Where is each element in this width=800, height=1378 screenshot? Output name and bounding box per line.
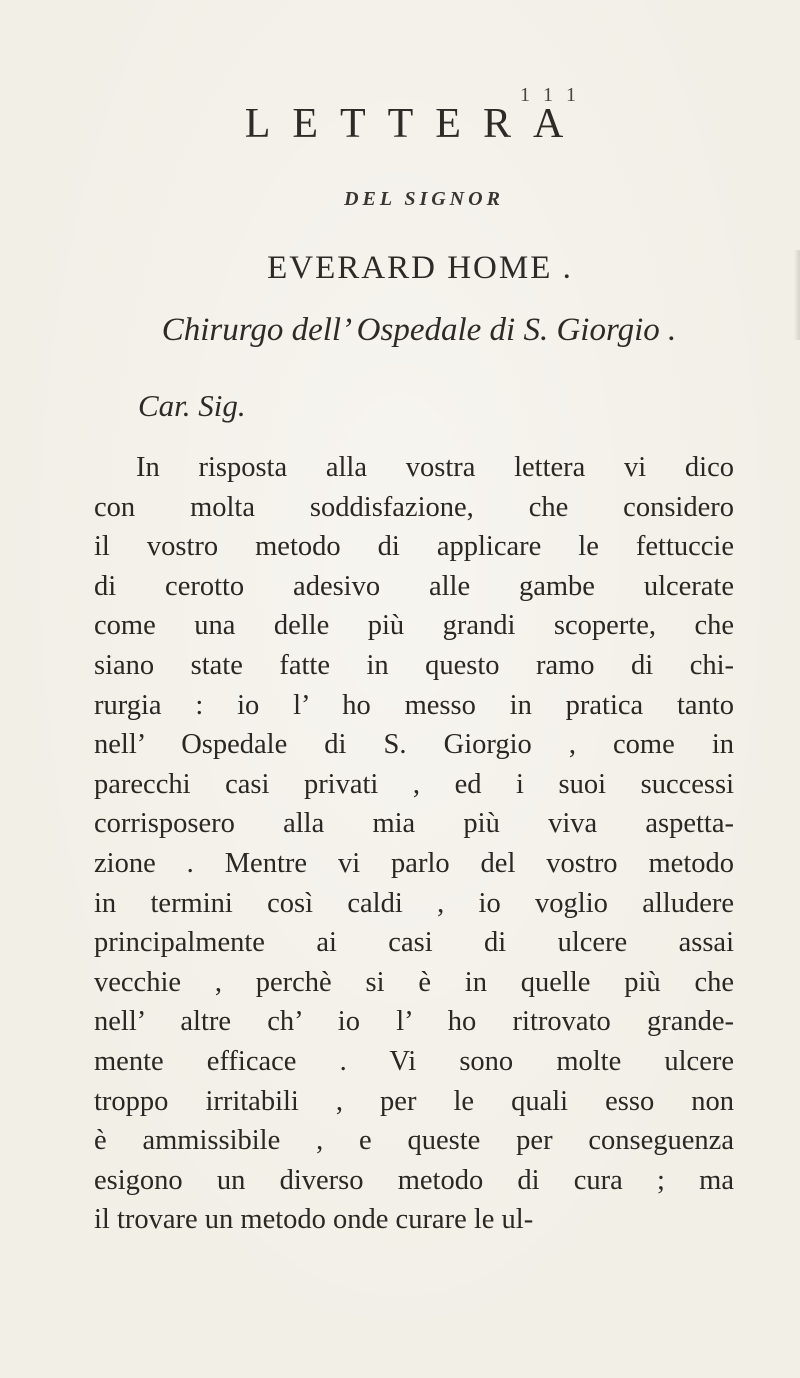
body-line: il vostro metodo di applicare le fettuccie (94, 531, 734, 563)
page-edge-shadow (794, 250, 800, 340)
letter-subtitle: DEL SIGNOR (344, 188, 504, 210)
body-line: nell’ Ospedale di S. Giorgio , come in (94, 729, 734, 761)
letter-title: LETTERA (244, 101, 586, 147)
body-line: come una delle più grandi scoperte, che (94, 610, 734, 642)
body-line: principalmente ai casi di ulcere assai (94, 927, 734, 959)
body-line: rurgia : io l’ ho messo in pratica tanto (94, 689, 734, 721)
author-name: EVERARD HOME . (267, 250, 573, 286)
author-role: Chirurgo dell’ Ospedale di S. Giorgio . (161, 312, 677, 348)
body-line: zione . Mentre vi parlo del vostro metodo (94, 847, 734, 879)
body-line: nell’ altre ch’ io l’ ho ritrovato grande- (94, 1006, 734, 1038)
body-line: siano state fatte in questo ramo di chi- (94, 649, 734, 681)
body-line: parecchi casi privati , ed i suoi successi (94, 768, 734, 800)
body-line: il trovare un metodo onde curare le ul- (94, 1204, 534, 1236)
page-number: 1 1 1 (520, 84, 580, 106)
body-line: è ammissibile , e queste per conseguenza (94, 1125, 734, 1157)
body-line: con molta soddisfazione, che considero (94, 491, 734, 523)
body-line: di cerotto adesivo alle gambe ulcerate (94, 570, 734, 602)
body-line: In risposta alla vostra lettera vi dico (136, 452, 734, 483)
salutation: Car. Sig. (138, 388, 246, 423)
body-line: vecchie , perchè si è in quelle più che (94, 966, 734, 998)
letter-body (94, 448, 734, 1240)
body-line: in termini così caldi , io voglio alludere (94, 887, 734, 919)
body-line: esigono un diverso metodo di cura ; ma (94, 1164, 734, 1196)
body-line: troppo irritabili , per le quali esso non (94, 1085, 734, 1117)
body-line: mente efficace . Vi sono molte ulcere (94, 1045, 734, 1077)
body-line: corrisposero alla mia più viva aspetta- (94, 808, 734, 840)
